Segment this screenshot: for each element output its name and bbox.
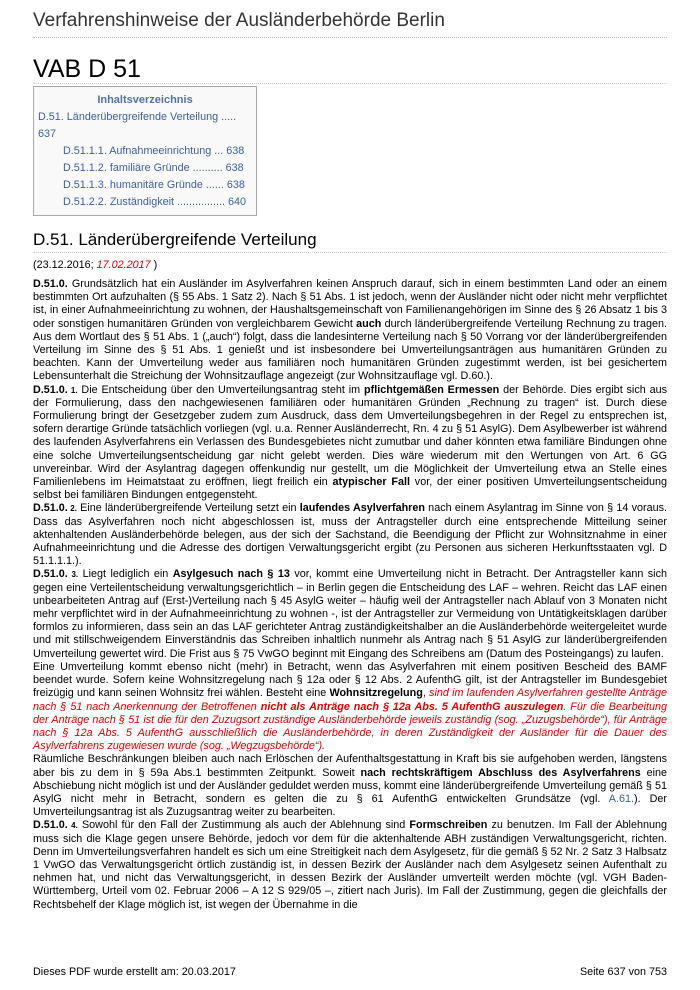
paragraph-label: D.51.0. bbox=[33, 383, 68, 396]
paragraph-label: D.51.0. bbox=[33, 278, 68, 290]
paragraph-label: D.51.0. bbox=[33, 568, 68, 581]
paragraph-bold: pflichtgemäßen Ermessen bbox=[364, 383, 500, 396]
created-date: Dieses PDF wurde erstellt am: 20.03.2017 bbox=[33, 966, 236, 978]
paragraph-text: Die Entscheidung über den Umverteilungsantrag steht im bbox=[77, 383, 365, 396]
paragraph-text: der Behörde. Dies ergibt sich aus der Formulierung, dass den nachgewiesenen familiären oder humanitären Gründen „Rechnung zu tragen“ ist. Durch diese Formulierung bringt der Gesetzgeber zudem zum Ausdruck, dass dem Umverteilungsbegehren in der Regel zu entsprechen ist, sofern derartige Gründe tatsächlich vorliegen (vgl. u.a. Renner Ausländerrecht, Rn. 4 zu § 51 AsylG). Dem Asylbewerber ist während des laufenden Asylverfahrens ein Verlassen des Bundesgebietes nicht zumutbar und daher könnten etwa familiäre Bindungen ohne eine solche Umverteilungsentscheidung gar nicht gelebt werden. Dies wäre wiederum mit den Wertungen von Art. 6 GG unvereinbar. Wird der Asylantrag dagegen offenkundig nur gestellt, um die Möglichkeit der Umverteilung etwa an Stelle eines Familienlebens im Heimatstaat zu eröffnen, liegt freilich ein bbox=[33, 383, 667, 489]
paragraph-bold: laufendes Asylverfahren bbox=[299, 502, 425, 515]
toc-link-d51-1-3[interactable]: D.51.1.3. humanitäre Gründe ...... 638 bbox=[63, 179, 245, 191]
toc-heading: Inhaltsverzeichnis bbox=[97, 94, 193, 106]
paragraph-text: nach einem Asylantrag im Sinne von § 14 voraus. Dass das Asylverfahren noch nicht abgeschlossen ist, muss der Antragsteller durch eine entsprechende Mitteilung seiner aktenhaltenden Ausländerbehörde belegen, aus der sich der Sachstand, die Beendigung der Pflicht zur Wohnsitznahme in einer Aufnahmeeinrichtung und die Adresse des dortigen Verwaltungsgericht ergibt (zu Personen aus sicheren Herkunftsstaaten vgl. D 51.1.1.1.). bbox=[33, 502, 667, 568]
paragraph-text: , bbox=[422, 687, 430, 700]
paragraph-bold: Asylgesuch nach § 13 bbox=[172, 568, 290, 581]
paragraph-d51-0-3 bbox=[33, 568, 667, 660]
paragraph-label: D.51.0. bbox=[33, 819, 68, 832]
section-title: D.51. Länderübergreifende Verteilung bbox=[33, 230, 317, 249]
toc-link-d51-1-2[interactable]: D.51.1.2. familiäre Gründe .......... 638 bbox=[63, 162, 244, 174]
paragraph-text: durch länderübergreifende Verteilung Rechnung zu tragen. Aus dem Wortlaut des § 51 Abs. 1 („auch“) folgt, dass die landesinterne Verteilung nach § 50 Vorrang vor der länderübergreifenden Verteilung im Sinne des § 51 Abs. 1 genießt und ist insbesondere bei Umverteilungsanträgen aus humanitären Gründen zu beachten. Kann der Umverteilung weder aus familiären noch humanitären Gründen zugestimmt werden, ist bei gesichertem Lebensunterhalt die Streichung der Wohnsitzauflage angezeigt (zur Wohnsitzauflage vgl. D.60.). bbox=[33, 317, 667, 383]
paragraph-change: . Für die Bearbeitung der Anträge nach § 51 ist die für den Zuzugsort zuständige Ausländerbehörde jeweils zuständig (sog. „Zuzugsbehörde“), für Anträge nach § 12a Abs. 5 AufenthG ausschließlich die Ausländerbehörde, in deren Zuständigkeit der Ausländer für die Dauer des Asylverfahrens zugewiesen wurde (sog. „Wegzugsbehörde“). bbox=[33, 700, 667, 753]
paragraph-number: 3. bbox=[67, 570, 79, 580]
paragraph-text: Eine länderübergreifende Verteilung setzt ein bbox=[76, 502, 300, 515]
document-body bbox=[33, 278, 667, 912]
paragraph-text: eine Abschiebung nicht möglich ist und der Ausländer geduldet werden muss, kommt eine länderübergreifende Umverteilung gemäß § 51 AsylG nicht mehr in Betracht, sondern es gelten die zu § 61 AufenthG entwickelten Grundsätze (vgl. bbox=[33, 766, 667, 805]
divider bbox=[33, 83, 667, 84]
paragraph-text: ). Der Umverteilungsantrag ist als Zuzugsantrag weiter zu bearbeiten. bbox=[33, 792, 667, 819]
paragraph-text: Sowohl für den Fall der Zustimmung als auch der Ablehnung sind bbox=[77, 819, 410, 832]
divider bbox=[33, 37, 667, 38]
paragraph-text: vor, der einer positiven Umverteilungsentscheidung selbst bei familiären Bindungen entgegensteht. bbox=[33, 476, 667, 502]
divider bbox=[33, 252, 667, 253]
paragraph-change-bold: nicht als Anträge nach § 12a Abs. 5 AufenthG auszulegen bbox=[260, 700, 564, 713]
revision-dates bbox=[33, 259, 157, 271]
paragraph-text: vor, kommt eine Umverteilung nicht in Betracht. Der Antragsteller kann sich gegen eine Verteilentscheidung verwaltungsgerichtlich – in Berlin gegen die Entscheidung des LAF – wehren. Reicht das LAF einen unbearbeiteten Antrag auf (Erst-)Verteilung nach § 45 AsylG weiter – häufig weil der Antragsteller nach Ablauf von 3 Monaten nicht mehr verpflichtet wird in der Aufnahmeeinrichtung zu wohnen -, ist der Antragsteller zur Vermeidung von Untätigkeitsklagen darüber formlos zu informieren, dass sein an das LAF gerichteter Antrag zuständigkeitshalber an die Ausländerbehörde weitergeleitet wurde und mit stillschweigendem Einverständnis das Schreiben inhaltlich nunmehr als Antrag nach § 51 AsylG zur länderübergreifenden Umverteilung gewertet wird. Die Frist aus § 75 VwGO beginnt mit Eingang des Schreibens am (Datum des Posteingangs) zu laufen. bbox=[33, 568, 667, 660]
site-title: Verfahrenshinweise der Ausländerbehörde Berlin bbox=[33, 10, 445, 31]
paragraph-bold: nach rechtskräftigem Abschluss des Asylverfahrens bbox=[360, 766, 641, 779]
table-of-contents bbox=[33, 86, 257, 216]
toc-link-d51-2-2[interactable]: D.51.2.2. Zuständigkeit ................ 640 bbox=[63, 196, 247, 208]
paragraph-d51-0 bbox=[33, 278, 667, 384]
date-changed: 17.02.2017 bbox=[96, 259, 151, 271]
paragraph-d51-0-4 bbox=[33, 819, 667, 911]
paragraph-text: Liegt lediglich ein bbox=[78, 568, 173, 581]
link-a61[interactable]: A.61. bbox=[608, 792, 634, 805]
paragraph-bold: Formschreiben bbox=[409, 819, 488, 832]
paragraph-text: Grundsätzlich hat ein Ausländer im Asylverfahren keinen Anspruch darauf, sich in einem bestimmten Land oder an einem bestimmten Ort aufzuhalten (§ 55 Abs. 1 Satz 2). Nach § 51 Abs. 1 ist jedoch, wenn der Ausländer nicht oder nicht mehr verpflichtet ist, in einer Aufnahmeeinrichtung zu wohnen, der Haushaltsgemeinschaft von Familienangehörigen im Sinne des § 26 Absatz 1 bis 3 oder sonstigen humanitären Gründen von vergleichbarem Gewicht bbox=[33, 278, 667, 330]
paragraph-raeumliche-beschraenkungen bbox=[33, 753, 667, 819]
toc-link-d51-1-1[interactable]: D.51.1.1. Aufnahmeeinrichtung ... 638 bbox=[63, 145, 245, 157]
paragraph-text: zu benutzen. Im Fall der Ablehnung muss sich die Klage gegen unsere Behörde, jedoch vor dem für die aktenhaltende ABH zuständigen Verwaltungsgericht, richten. Denn im Umverteilungsverfahren handelt es sich um eine Streitigkeit nach dem Asylgesetz, für die gemäß § 52 Nr. 2 Satz 3 Halbsatz 1 VwGO das Verwaltungsgericht örtlich zuständig ist, in dessen Bezirk der Ausländer nach dem Asylgesetz seinen Aufenthalt zu nehmen hat, und nicht das Verwaltungsgericht, in dessen Bezirk der Ausländer umverteilt werden möchte (vgl. VGH Baden-Württemberg, Urteil vom 02. Februar 2006 – A 12 S 929/05 –, zitiert nach Juris). Im Fall der Zustimmung, gegen die gleichfalls der Rechtsbehelf der Klage möglich ist, ist wegen der Übernahme in die bbox=[33, 819, 667, 911]
paragraph-change: sind im laufenden Asylverfahren gestellte Anträge nach § 51 nach Anerkennung der Betroffenen bbox=[33, 687, 667, 713]
paragraph-bold: auch bbox=[356, 317, 382, 330]
paragraph-text: Eine Umverteilung kommt ebenso nicht (mehr) in Betracht, wenn das Asylverfahren mit einem positiven Bescheid des BAMF beendet wurde. Sofern keine Wohnsitzregelung nach § 12a oder § 12 Abs. 2 AufenthG gilt, ist der Antragsteller im Bundesgebiet freizügig und kann seinen Wohnsitz frei wählen. Besteht eine bbox=[33, 660, 667, 700]
toc-link-d51-page[interactable]: 637 bbox=[38, 128, 57, 140]
paragraph-d51-0-1 bbox=[33, 384, 667, 503]
page-number: Seite 637 von 753 bbox=[579, 966, 667, 978]
paragraph-number: 2. bbox=[67, 504, 77, 514]
paragraph-bold: Wohnsitzregelung bbox=[329, 687, 423, 700]
document-title: VAB D 51 bbox=[33, 55, 141, 83]
page-footer bbox=[33, 966, 667, 978]
paragraph-umverteilung bbox=[33, 661, 667, 753]
toc-link-d51[interactable]: D.51. Länderübergreifende Verteilung ..... bbox=[38, 111, 237, 123]
date-text: ) bbox=[150, 259, 158, 271]
paragraph-number: 4. bbox=[67, 821, 78, 831]
paragraph-bold: atypischer Fall bbox=[332, 476, 410, 489]
paragraph-text: Räumliche Beschränkungen bleiben auch nach Erlöschen der Aufenthaltsgestattung in Kraft bis sie aufgehoben werden, längstens aber bis zu dem in § 59a Abs.1 bestimmten Zeitpunkt. Soweit bbox=[33, 753, 667, 779]
paragraph-label: D.51.0. bbox=[33, 502, 68, 515]
date-text: (23.12.2016; bbox=[33, 259, 97, 271]
paragraph-d51-0-2 bbox=[33, 502, 667, 568]
paragraph-number: 1. bbox=[67, 385, 78, 395]
